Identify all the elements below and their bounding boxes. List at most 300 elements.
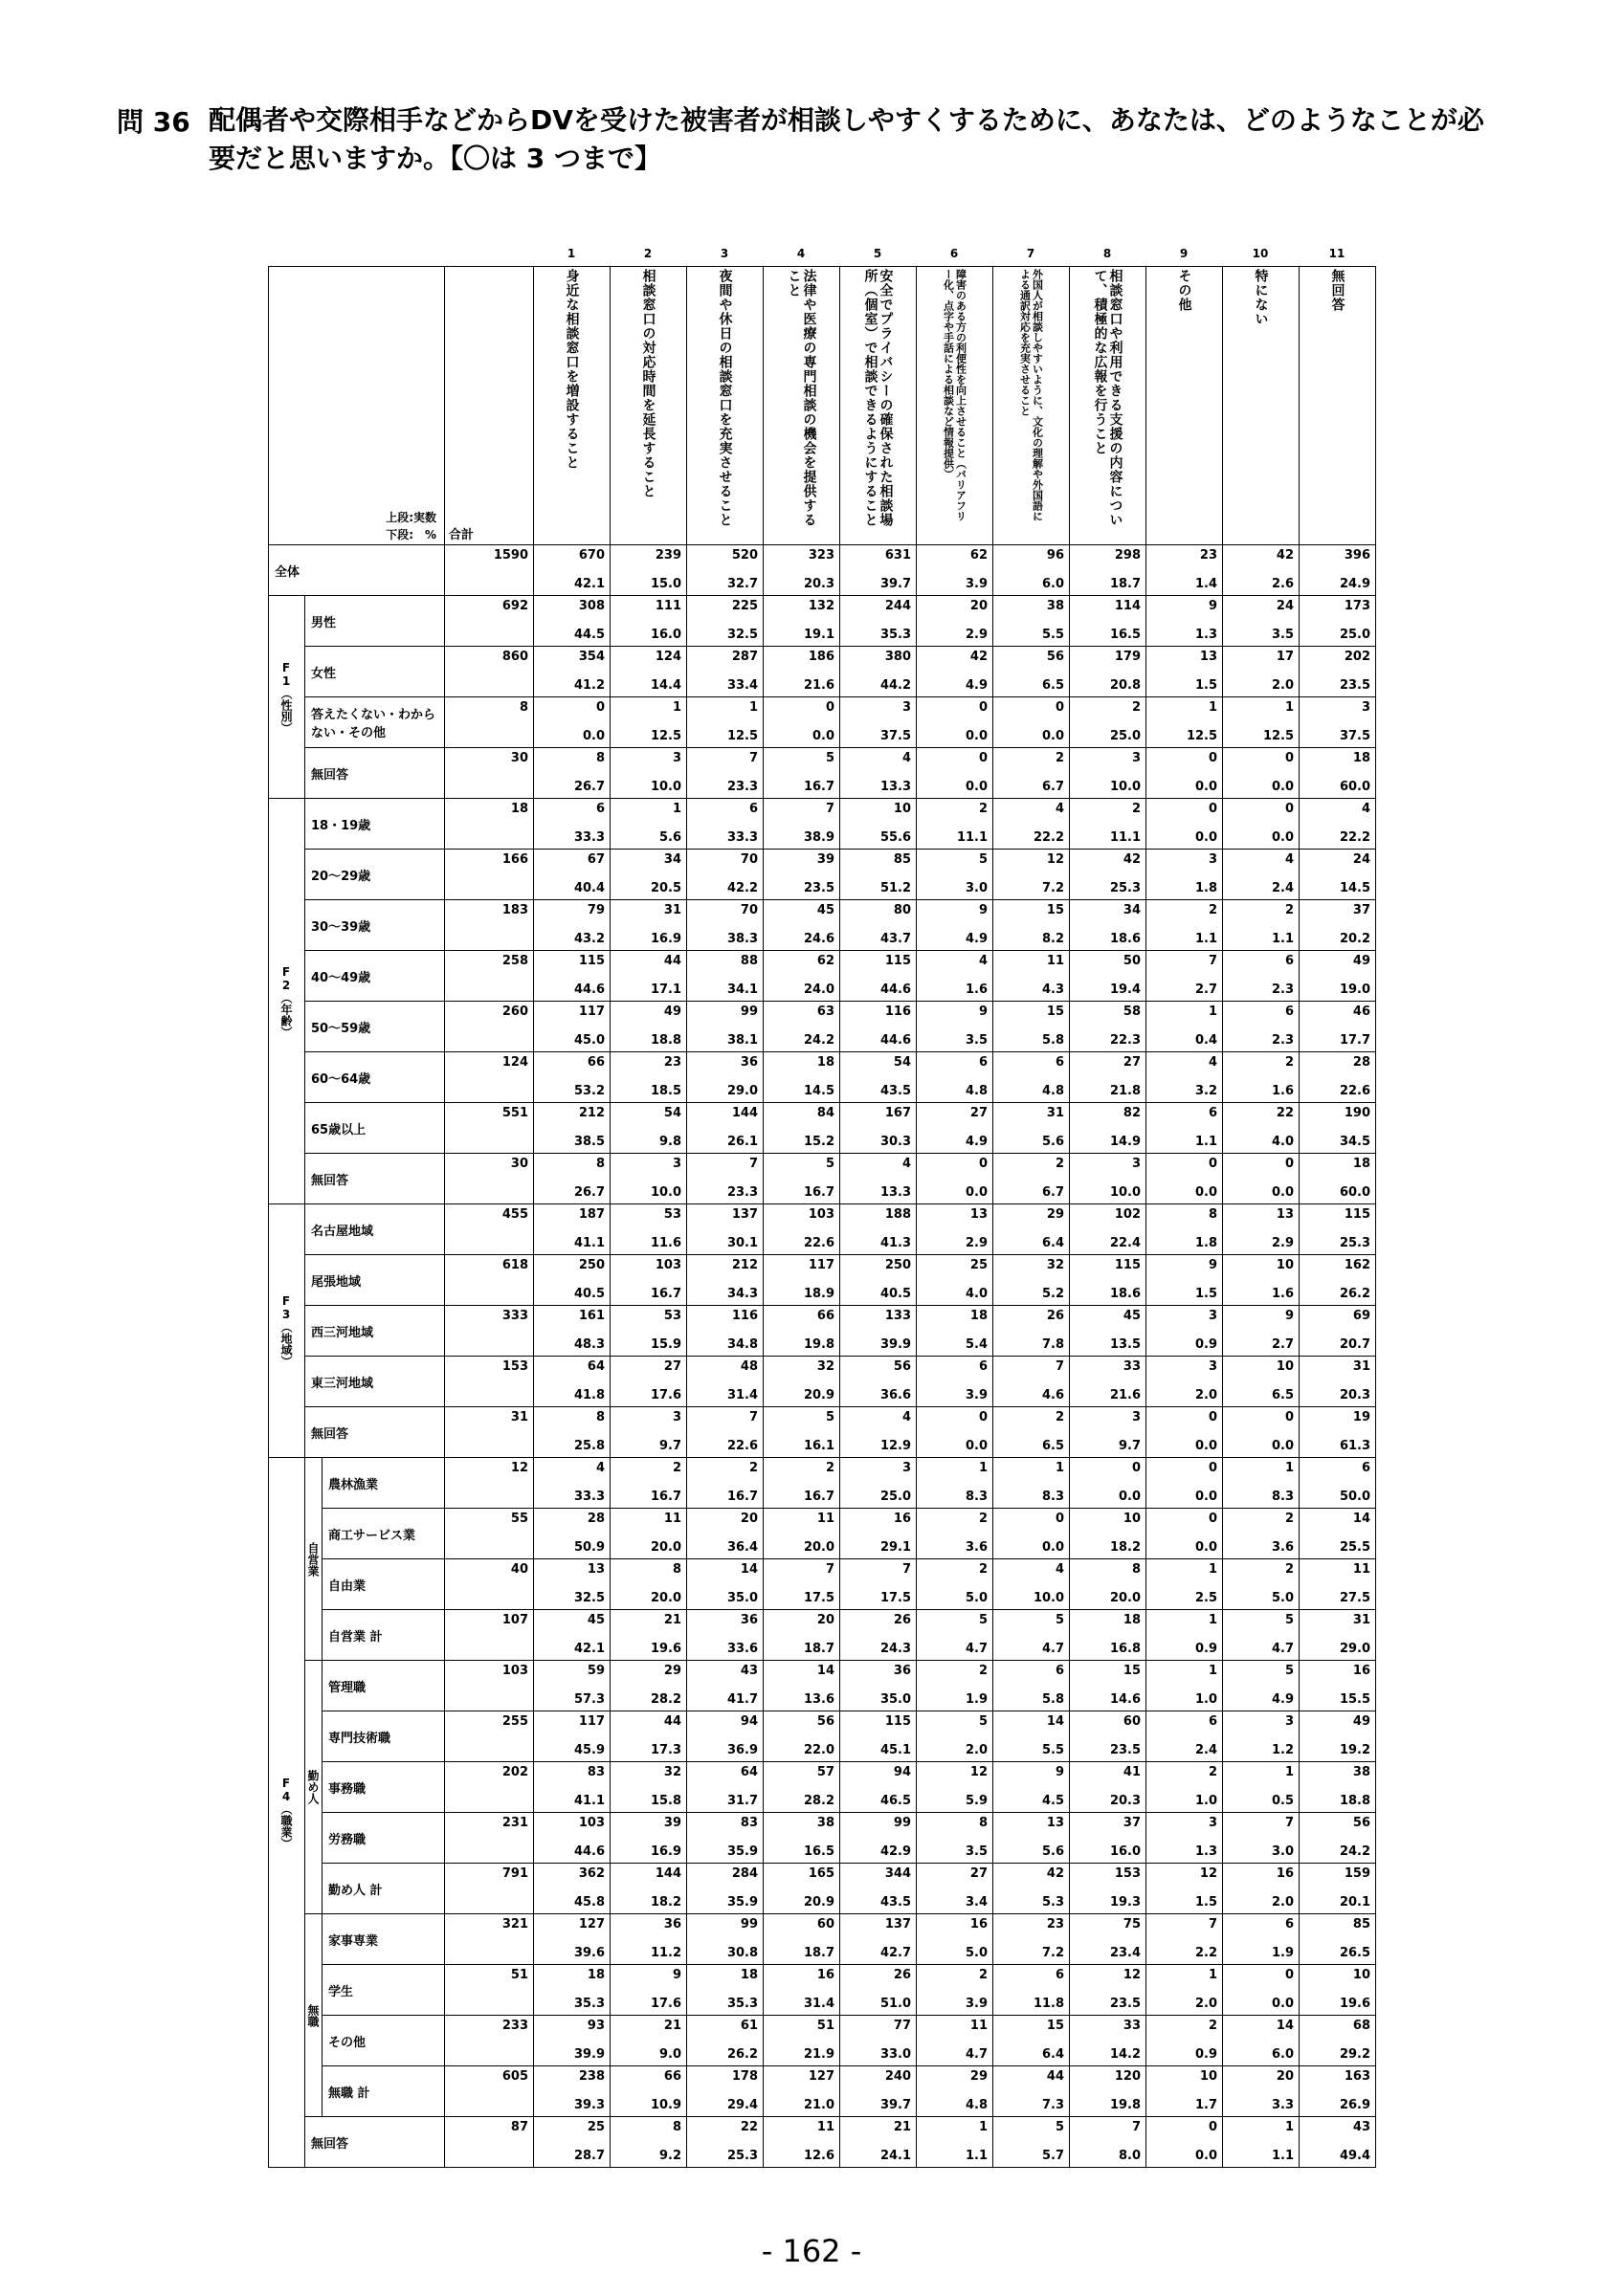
count-value: 49 [663, 1004, 682, 1019]
percent-value: 20.0 [650, 1591, 682, 1605]
percent-value: 23.5 [1109, 1997, 1142, 2011]
percent-value: 6.0 [1041, 577, 1065, 591]
data-cell [840, 799, 917, 850]
group-label-text: F3（地域） [279, 1294, 293, 1367]
row-label: 男性 [305, 596, 445, 647]
percent-value: 4.0 [965, 1287, 989, 1301]
header-row [269, 267, 1376, 545]
data-cell [687, 1204, 764, 1255]
data-cell [611, 1711, 687, 1762]
percent-value: 13.5 [1109, 1337, 1142, 1352]
percent-value: 10.0 [650, 780, 682, 794]
percent-value: 35.3 [879, 628, 912, 642]
count-value: 4 [1055, 802, 1065, 816]
percent-value: 23.4 [1109, 1946, 1142, 1960]
percent-value: 45.0 [573, 1033, 606, 1048]
data-cell [687, 900, 764, 951]
data-cell [1070, 2016, 1146, 2066]
percent-value: 3.5 [965, 1844, 989, 1859]
percent-value: 8.0 [1118, 2149, 1142, 2163]
count-value: 8 [672, 2120, 682, 2134]
percent-value: 33.3 [573, 830, 606, 845]
percent-value: 22.2 [1339, 830, 1371, 845]
data-cell [534, 1762, 611, 1813]
count-value: 17 [1276, 650, 1295, 664]
total-count: 618 [501, 1258, 529, 1272]
data-cell [1223, 1610, 1300, 1661]
percent-value: 50.0 [1339, 1490, 1371, 1504]
total-cell [445, 1965, 534, 2016]
percent-value: 46.5 [879, 1794, 912, 1808]
count-value: 344 [884, 1866, 912, 1881]
count-value: 2 [1131, 700, 1142, 715]
table-row [269, 1914, 1376, 1965]
data-cell [1070, 1559, 1146, 1610]
percent-value: 5.8 [1041, 1033, 1065, 1048]
row-label: 学生 [322, 1965, 445, 2016]
count-value: 85 [1352, 1917, 1371, 1932]
percent-value: 23.3 [726, 780, 759, 794]
data-cell [1223, 2117, 1300, 2168]
count-value: 60 [816, 1917, 835, 1932]
percent-value: 44.2 [879, 678, 912, 693]
total-cell [445, 1357, 534, 1407]
percent-value: 9.7 [1118, 1439, 1142, 1453]
percent-value: 60.0 [1339, 1185, 1371, 1200]
table-row [269, 1357, 1376, 1407]
count-value: 1 [1284, 1765, 1295, 1779]
count-value: 5 [1284, 1664, 1295, 1678]
data-cell [687, 1458, 764, 1509]
table-row [269, 1610, 1376, 1661]
total-count: 55 [510, 1512, 529, 1526]
data-cell [1070, 1103, 1146, 1154]
column-header-label: 安全でプライバシーの確保された相談場所（個室）で相談できるようにすること [862, 269, 894, 527]
data-cell [687, 647, 764, 697]
count-value: 15 [1046, 903, 1065, 917]
percent-value: 5.4 [965, 1337, 989, 1352]
data-cell [534, 850, 611, 900]
data-cell [840, 1610, 917, 1661]
count-value: 11 [816, 2120, 835, 2134]
total-header: 合計 [445, 267, 534, 545]
data-cell [917, 1559, 993, 1610]
percent-value: 50.9 [573, 1540, 606, 1555]
count-value: 18 [816, 1055, 835, 1070]
count-value: 159 [1344, 1866, 1371, 1881]
percent-value: 17.6 [650, 1388, 682, 1402]
data-cell [764, 1458, 840, 1509]
data-cell [840, 697, 917, 748]
data-cell [1146, 1711, 1223, 1762]
column-number: 4 [796, 247, 806, 260]
data-cell [687, 1559, 764, 1610]
count-value: 1 [1208, 1562, 1218, 1577]
count-value: 16 [893, 1512, 912, 1526]
count-value: 7 [748, 1157, 759, 1171]
count-value: 66 [587, 1055, 606, 1070]
data-cell [993, 1661, 1070, 1711]
count-value: 26 [893, 1968, 912, 1982]
data-cell [764, 1661, 840, 1711]
count-value: 4 [1361, 802, 1371, 816]
data-cell [1223, 748, 1300, 799]
percent-value: 10.0 [1033, 1591, 1065, 1605]
count-value: 45 [816, 903, 835, 917]
percent-value: 28.2 [650, 1692, 682, 1707]
count-value: 8 [978, 1816, 989, 1830]
count-value: 244 [884, 599, 912, 613]
data-cell [1070, 1711, 1146, 1762]
data-cell [611, 1052, 687, 1103]
percent-value: 44.6 [879, 1033, 912, 1048]
count-value: 1 [978, 2120, 989, 2134]
percent-value: 43.2 [573, 932, 606, 946]
table-row [269, 697, 1376, 748]
total-cell [445, 1509, 534, 1559]
percent-value: 41.1 [573, 1794, 606, 1808]
count-value: 239 [655, 548, 682, 563]
percent-value: 39.3 [573, 2098, 606, 2112]
count-value: 6 [1208, 1106, 1218, 1120]
row-label: 65歳以上 [305, 1103, 445, 1154]
row-label: 60～64歳 [305, 1052, 445, 1103]
percent-value: 2.2 [1194, 1946, 1218, 1960]
data-cell [1223, 1509, 1300, 1559]
total-cell [445, 1610, 534, 1661]
table-row [269, 1103, 1376, 1154]
total-cell [445, 1914, 534, 1965]
count-value: 6 [978, 1055, 989, 1070]
count-value: 7 [825, 802, 835, 816]
table-row [269, 1965, 1376, 2016]
data-cell [993, 1458, 1070, 1509]
percent-value: 0.0 [1194, 1439, 1218, 1453]
legend-lower: 下段: % [386, 528, 437, 541]
total-cell [445, 1255, 534, 1306]
group-label-text: F2（年齢） [279, 964, 293, 1038]
percent-value: 18.7 [1109, 577, 1142, 591]
percent-value: 8.2 [1041, 932, 1065, 946]
count-value: 6 [1055, 1968, 1065, 1982]
data-cell [611, 1864, 687, 1914]
data-cell [1223, 1204, 1300, 1255]
column-number: 9 [1179, 247, 1189, 260]
data-cell [993, 1103, 1070, 1154]
group-label [269, 1458, 305, 2168]
percent-value: 44.6 [573, 982, 606, 997]
count-value: 70 [740, 903, 759, 917]
data-cell [993, 1711, 1070, 1762]
data-cell [993, 1306, 1070, 1357]
percent-value: 1.1 [965, 2149, 989, 2163]
percent-value: 0.0 [965, 780, 989, 794]
column-number: 8 [1102, 247, 1112, 260]
percent-value: 11.8 [1033, 1997, 1065, 2011]
count-value: 18 [1123, 1613, 1142, 1627]
column-number: 7 [1026, 247, 1035, 260]
count-value: 308 [578, 599, 606, 613]
percent-value: 0.9 [1194, 1642, 1218, 1656]
total-cell [445, 1204, 534, 1255]
count-value: 1 [1284, 2120, 1295, 2134]
count-value: 114 [1114, 599, 1142, 613]
data-cell [840, 1357, 917, 1407]
data-cell [1223, 1002, 1300, 1052]
legend-cell [269, 267, 445, 545]
data-cell [1300, 1103, 1376, 1154]
percent-value: 40.5 [879, 1287, 912, 1301]
percent-value: 33.6 [726, 1642, 759, 1656]
count-value: 3 [901, 1461, 912, 1475]
percent-value: 25.5 [1339, 1540, 1371, 1555]
count-value: 117 [808, 1258, 835, 1272]
percent-value: 17.3 [650, 1743, 682, 1757]
data-cell [1146, 1052, 1223, 1103]
count-value: 178 [731, 2069, 759, 2084]
data-cell [1223, 1965, 1300, 2016]
data-cell [611, 1661, 687, 1711]
data-cell [1146, 647, 1223, 697]
column-header [534, 267, 611, 545]
percent-value: 0.0 [965, 1439, 989, 1453]
table-row [269, 951, 1376, 1002]
percent-value: 0.0 [1118, 1490, 1142, 1504]
count-value: 27 [969, 1866, 989, 1881]
total-cell [445, 1002, 534, 1052]
column-number: 6 [949, 247, 959, 260]
percent-value: 24.2 [1339, 1844, 1371, 1859]
count-value: 103 [578, 1816, 606, 1830]
count-value: 144 [655, 1866, 682, 1881]
data-cell [917, 1509, 993, 1559]
count-value: 9 [978, 903, 989, 917]
data-cell [611, 1103, 687, 1154]
percent-value: 19.1 [803, 628, 835, 642]
total-cell [445, 2117, 534, 2168]
percent-value: 2.9 [1271, 1236, 1295, 1250]
data-cell [1300, 1762, 1376, 1813]
row-label: 無回答 [305, 2117, 445, 2168]
data-cell [611, 951, 687, 1002]
data-cell [534, 2066, 611, 2117]
data-cell [1070, 1407, 1146, 1458]
percent-value: 38.3 [726, 932, 759, 946]
percent-value: 45.9 [573, 1743, 606, 1757]
row-label: 尾張地域 [305, 1255, 445, 1306]
data-cell [611, 799, 687, 850]
count-value: 0 [1131, 1461, 1142, 1475]
data-cell [534, 1965, 611, 2016]
count-value: 59 [587, 1664, 606, 1678]
count-value: 116 [884, 1004, 912, 1019]
count-value: 88 [740, 954, 759, 968]
percent-value: 1.8 [1194, 1236, 1218, 1250]
data-cell [840, 1103, 917, 1154]
data-cell [917, 799, 993, 850]
column-header [1070, 267, 1146, 545]
count-value: 5 [978, 852, 989, 867]
data-cell [764, 2117, 840, 2168]
group-label-text: F4（職業） [279, 1776, 293, 1849]
percent-value: 24.6 [803, 932, 835, 946]
count-value: 396 [1344, 548, 1371, 563]
percent-value: 0.0 [965, 729, 989, 743]
percent-value: 6.0 [1271, 2047, 1295, 2062]
count-value: 2 [978, 1512, 989, 1526]
count-value: 3 [1284, 1714, 1295, 1729]
data-cell [611, 1204, 687, 1255]
count-value: 3 [1208, 1816, 1218, 1830]
percent-value: 23.3 [726, 1185, 759, 1200]
count-value: 212 [578, 1106, 606, 1120]
table-row [269, 1864, 1376, 1914]
data-cell [764, 596, 840, 647]
data-cell [1070, 1509, 1146, 1559]
percent-value: 2.0 [1271, 1895, 1295, 1910]
data-cell [1223, 1559, 1300, 1610]
percent-value: 26.5 [1339, 1946, 1371, 1960]
percent-value: 61.3 [1339, 1439, 1371, 1453]
row-label: 50～59歳 [305, 1002, 445, 1052]
percent-value: 6.5 [1041, 678, 1065, 693]
percent-value: 2.3 [1271, 982, 1295, 997]
count-value: 115 [884, 954, 912, 968]
column-header-label: 身近な相談窓口を増設すること [564, 269, 580, 470]
percent-value: 29.0 [1339, 1642, 1371, 1656]
count-value: 29 [969, 2069, 989, 2084]
percent-value: 5.6 [1041, 1135, 1065, 1149]
count-value: 2 [1284, 1512, 1295, 1526]
percent-value: 25.0 [1339, 628, 1371, 642]
percent-value: 5.5 [1041, 628, 1065, 642]
data-cell [1223, 1103, 1300, 1154]
percent-value: 30.8 [726, 1946, 759, 1960]
percent-value: 24.9 [1339, 577, 1371, 591]
data-cell [1300, 1914, 1376, 1965]
total-count: 455 [501, 1207, 529, 1222]
data-cell [917, 1052, 993, 1103]
data-cell [993, 596, 1070, 647]
row-label: 無回答 [305, 1407, 445, 1458]
data-cell [1300, 596, 1376, 647]
data-cell [687, 1914, 764, 1965]
count-value: 31 [1046, 1106, 1065, 1120]
count-value: 7 [1131, 2120, 1142, 2134]
percent-value: 35.0 [879, 1692, 912, 1707]
data-cell [687, 1002, 764, 1052]
count-value: 2 [672, 1461, 682, 1475]
percent-value: 2.3 [1271, 1033, 1295, 1048]
percent-value: 7.2 [1041, 881, 1065, 895]
count-value: 25 [587, 2120, 606, 2134]
data-cell [840, 1559, 917, 1610]
total-cell [445, 2066, 534, 2117]
data-cell [1070, 1255, 1146, 1306]
total-count: 153 [501, 1359, 529, 1374]
count-value: 10 [893, 802, 912, 816]
data-cell [993, 1407, 1070, 1458]
total-cell [445, 951, 534, 1002]
data-cell [1146, 1559, 1223, 1610]
count-value: 5 [1055, 1613, 1065, 1627]
count-value: 5 [978, 1613, 989, 1627]
percent-value: 0.0 [965, 1185, 989, 1200]
total-count: 8 [519, 700, 529, 715]
percent-value: 22.6 [726, 1439, 759, 1453]
total-count: 255 [501, 1714, 529, 1729]
percent-value: 20.0 [650, 1540, 682, 1555]
data-cell [840, 1407, 917, 1458]
column-header-label: 相談窓口や利用できる支援の内容について、積極的な広報を行うこと [1092, 269, 1123, 527]
count-value: 96 [1046, 548, 1065, 563]
count-value: 21 [663, 1613, 682, 1627]
count-value: 9 [672, 1968, 682, 1982]
percent-value: 0.0 [1271, 780, 1295, 794]
group-label [269, 799, 305, 1204]
count-value: 32 [663, 1765, 682, 1779]
count-value: 4 [1284, 852, 1295, 867]
data-cell [534, 1610, 611, 1661]
percent-value: 35.0 [726, 1591, 759, 1605]
count-value: 1 [748, 700, 759, 715]
subgroup-label-text: 自営業 [306, 1541, 320, 1577]
data-cell [1300, 1357, 1376, 1407]
percent-value: 9.0 [658, 2047, 682, 2062]
data-cell [611, 748, 687, 799]
count-value: 56 [1046, 650, 1065, 664]
percent-value: 0.0 [1194, 1540, 1218, 1555]
data-cell [687, 545, 764, 596]
data-cell [1146, 1864, 1223, 1914]
count-value: 9 [1208, 1258, 1218, 1272]
data-cell [687, 1154, 764, 1204]
data-cell [917, 951, 993, 1002]
percent-value: 15.5 [1339, 1692, 1371, 1707]
count-value: 5 [825, 751, 835, 765]
data-cell [917, 2117, 993, 2168]
percent-value: 32.7 [726, 577, 759, 591]
data-cell [611, 1559, 687, 1610]
percent-value: 39.9 [573, 2047, 606, 2062]
percent-value: 1.2 [1271, 1743, 1295, 1757]
data-cell [840, 2066, 917, 2117]
percent-value: 34.5 [1339, 1135, 1371, 1149]
subgroup-label [305, 1661, 322, 1914]
count-value: 64 [740, 1765, 759, 1779]
data-cell [1146, 1762, 1223, 1813]
count-value: 54 [893, 1055, 912, 1070]
data-cell [1146, 1965, 1223, 2016]
data-cell [993, 1864, 1070, 1914]
data-cell [687, 951, 764, 1002]
count-value: 102 [1114, 1207, 1142, 1222]
count-value: 83 [740, 1816, 759, 1830]
total-cell [445, 900, 534, 951]
percent-value: 41.7 [726, 1692, 759, 1707]
column-number: 11 [1328, 247, 1345, 260]
data-cell [611, 1306, 687, 1357]
data-cell [687, 2066, 764, 2117]
percent-value: 4.7 [965, 2047, 989, 2062]
count-value: 38 [1046, 599, 1065, 613]
data-cell [764, 1610, 840, 1661]
table-row [269, 748, 1376, 799]
count-value: 99 [740, 1004, 759, 1019]
percent-value: 34.3 [726, 1287, 759, 1301]
data-cell [1070, 697, 1146, 748]
percent-value: 17.1 [650, 982, 682, 997]
